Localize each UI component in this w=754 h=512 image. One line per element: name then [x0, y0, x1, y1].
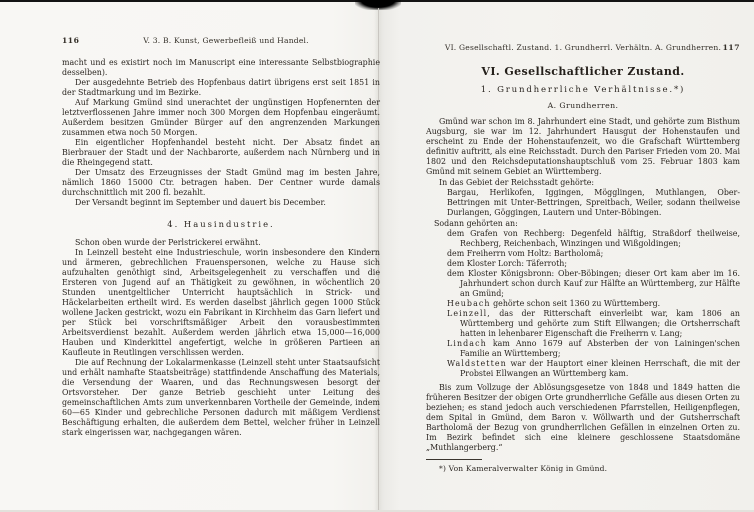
left-page-number: 116: [62, 36, 80, 45]
section-heading-grundherrliche: 1. Grundherrliche Verhältnisse.*): [480, 85, 686, 95]
list-item-lead: dem Kloster Königsbronn:: [447, 269, 555, 278]
list-item: [447, 269, 740, 299]
paragraph: Der Umsatz des Erzeugnisses der Stadt Gmünd mag im besten Jahre, nämlich 1860 15000 Ctr. betragen haben. Der Centner wurde damals durchschnittlich mit 200 fl. bezahlt.: [62, 168, 380, 197]
paragraph: Gmünd war schon im 8. Jahrhundert eine Stadt, und gehörte zum Bisthum Augsburg, sie war im 12. Jahrhundert Hausgut der Hohenstaufen und erscheint zu Ende der Hohenstaufenzeit, wo die Grafschaft Württemberg definitiv auftritt, als eine Reichsstadt. Durch den Pariser Frieden vom 20. Mai 1802 und den Reichsdeputationshauptschluß vom 25. Februar 1803 kam Gmünd mit seinem Gebiet an Württemberg.: [426, 117, 740, 176]
paragraph: In Leinzell besteht eine Industrieschule, worin insbesondere den Kindern und ärmeren, gebrechlichen Frauenspersonen, welche zu Hause sich aufzuhalten genöthigt sind, Arbeitsgelegenheit zu verschaffen und die Ersteren von Jugend auf an Thätigkeit zu gewöhnen, in wöchentlich 20 Stunden unentgeltlicher Unterricht hauptsächlich in Strick- und Häckelarbeiten ertheilt wird. Es werden daselbst jährlich gegen 1000 Stück wollene Jacken gestrickt, wozu ein Fabrikant in Kirchheim das Garn liefert und per Stück bei vorschriftsmäßiger Arbeit den vorausbestimmten Arbeitsverdienst bezahlt. Außerdem werden jährlich etwa 15,000—16,000 Hauben und Kinderkittel angefertigt, welche in größeren Partieen an Kaufleute in Reutlingen verschlissen werden.: [62, 248, 380, 357]
list-item: [447, 229, 740, 249]
list-item: [447, 309, 740, 339]
list-item-rest: gehörte schon seit 1360 zu Württemberg.: [493, 299, 661, 308]
left-running-title: V. 3. B. Kunst, Gewerbefleiß und Handel.: [143, 36, 309, 45]
right-running-title: VI. Gesellschaftl. Zustand. 1. Grundherrl. Verhältn. A. Grundherren.: [444, 43, 722, 52]
paragraph: macht und es existirt noch im Manuscript eine interessante Selbstbiographie desselben).: [62, 58, 380, 77]
list-item-rest: Täferroth;: [526, 259, 568, 268]
footnote: *) Von Kameralverwalter König in Gmünd.: [439, 464, 608, 473]
right-page: [426, 43, 740, 474]
list-item: [447, 339, 740, 359]
list-item: [447, 249, 740, 259]
paragraph: Der Versandt beginnt im September und dauert bis December.: [75, 198, 326, 207]
right-running-header: [426, 43, 740, 52]
list-item-rest: Bartholomä;: [553, 249, 604, 258]
list-item-lead: dem Kloster Lorch:: [447, 259, 524, 268]
list-item-lead: Leinzell,: [447, 309, 491, 318]
list-item-lead: Lindach: [447, 339, 487, 348]
list-item-rest: Ober-Böbingen; dieser Ort kam aber im 16. Jahrhundert schon durch Kauf zur Hälfte an Württemberg, zur Hälfte an Gmünd;: [460, 269, 740, 298]
list-item-lead: Heubach: [447, 299, 491, 308]
paragraph: Die auf Rechnung der Lokalarmenkasse (Leinzell steht unter Staatsaufsicht und erhält namhafte Staatsbeiträge) stattfindende Anschaffung des Materials, die Versendung der Waaren, und das Rechnungswesen besorgt der Ortsvorsteher. Der ganze Betrieb geschieht unter Leitung des gemeinschaftlichen Amts zum unverkennbaren Vortheile der Gemeinde, indem 60—65 Kinder und gebrechliche Personen dadurch mit mäßigem Verdienst Beschäftigung erhalten, die außerdem dem Bettel, welcher früher in Leinzell stark eingerissen war, nachgegangen wären.: [62, 358, 380, 437]
list-body: Bargau, Herlikofen, Iggingen, Mögglingen, Muthlangen, Ober-Bettringen mit Unter-Bettringen, Spreitbach, Weiler, sodann theilweise Durlangen, Göggingen, Lautern und Unter-Böbingen.: [447, 188, 740, 217]
subsection-heading-grundherren: A. Grundherren.: [547, 101, 619, 110]
list-item-lead: dem Grafen von Rechberg:: [447, 229, 565, 238]
left-page: [62, 36, 380, 438]
paragraph: Auf Markung Gmünd sind unerachtet der ungünstigen Hopfenernten der letztverflossenen Jahre immer noch 300 Morgen dem Hopfenbau eingeräumt. Außerdem besitzen Gmünder Bürger auf den angrenzenden Markungen zusammen etwa noch 50 Morgen.: [62, 98, 380, 137]
list-item: [447, 359, 740, 379]
paragraph: Der ausgedehnte Betrieb des Hopfenbaus datirt übrigens erst seit 1851 in der Stadtmarkung und im Bezirke.: [62, 78, 380, 97]
chapter-heading: VI. Gesellschaftlicher Zustand.: [481, 65, 685, 78]
paragraph: Schon oben wurde der Perlstrickerei erwähnt.: [75, 238, 261, 247]
paragraph: Ein eigentlicher Hopfenhandel besteht nicht. Der Absatz findet an Bierbrauer der Stadt und der Nachbarorte, außerdem nach Nürnberg und in die Rheingegend statt.: [62, 138, 380, 167]
list-intro: Sodann gehörten an:: [434, 219, 518, 228]
list-intro: In das Gebiet der Reichsstadt gehörte:: [439, 178, 595, 187]
footnote-rule: [426, 459, 482, 460]
list-item: [447, 259, 740, 269]
section-heading-hausindustrie: 4. Hausindustrie.: [167, 219, 275, 229]
list-item-rest: war der Hauptort einer kleinen Herrschaft, die mit der Probstei Ellwangen an Württemberg kam.: [460, 359, 740, 378]
list-item-rest: kam Anno 1679 auf Absterben der von Lainingen'schen Familie an Württemberg;: [460, 339, 741, 358]
list-item-lead: dem Freiherrn vom Holtz:: [447, 249, 552, 258]
list-item-lead: Waldstetten: [447, 359, 507, 368]
paragraph: Bis zum Vollzuge der Ablösungsgesetze von 1848 und 1849 hatten die früheren Besitzer der obigen Orte grundherrliche Gefälle aus diesen Orten zu beziehen; es stand jedoch auch verschiedenen Pfarrstellen, Heiligenpflegen, dem Spital in Gmünd, dem Baron v. Wöllwarth und der Gutsherrschaft Bartholomä der Bezug von grundherrlichen Gefällen in einzelnen Orten zu. Im Bezirk befindet sich eine kleinere geschlossene Staatsdomäne „Muthlangerberg.“: [426, 383, 740, 452]
list-item-rest: das der Ritterschaft einverleibt war, kam 1806 an Württemberg und gehörte zum Stift Ellwangen; die Ortsherrschaft hatten in lehenbarer Eigenschaft die Freiherrn v. Lang;: [460, 309, 740, 338]
list-item: [447, 299, 740, 309]
right-page-number: 117: [722, 43, 740, 52]
left-running-header: [62, 36, 380, 45]
list-item-rest: Degenfeld hälftig, Straßdorf theilweise, Rechberg, Reichenbach, Winzingen und Wißgoldingen;: [460, 229, 740, 248]
